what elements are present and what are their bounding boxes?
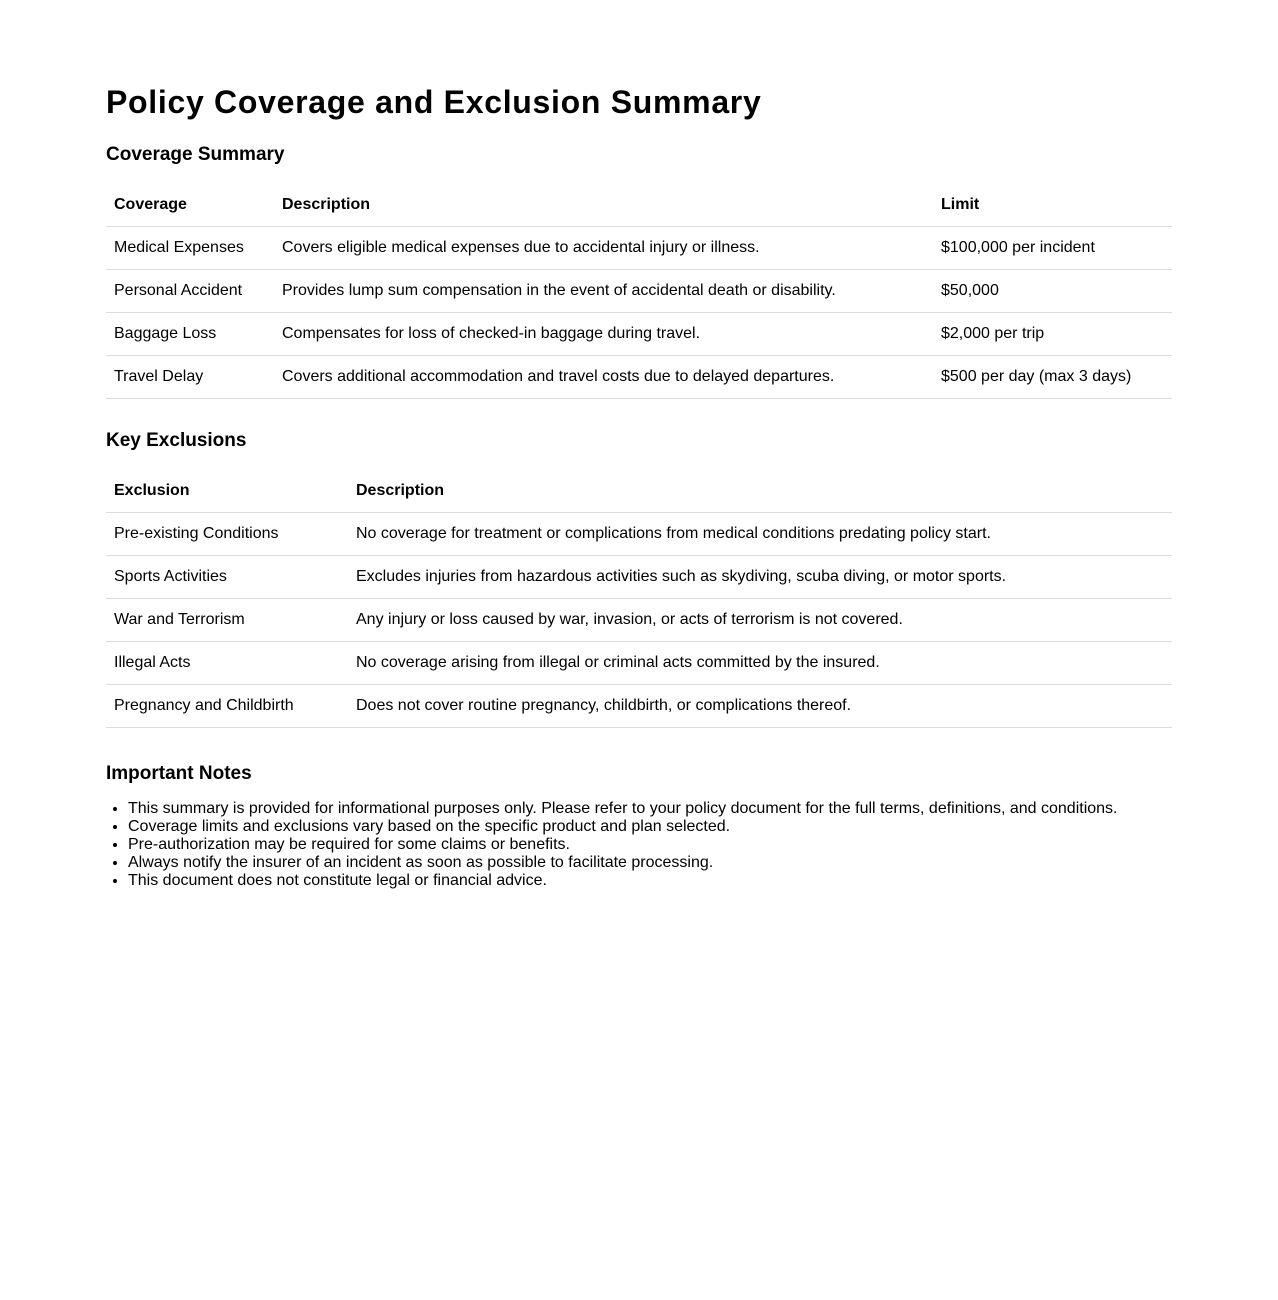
list-item: • Coverage limits and exclusions vary based on the specific product and plan selected.	[128, 818, 1172, 836]
table-row	[106, 599, 1172, 642]
list-item: • Pre-authorization may be required for some claims or benefits.	[128, 836, 1172, 854]
table-header-row	[106, 470, 1172, 513]
exclusions-table	[106, 470, 1172, 728]
notes-list	[106, 800, 1172, 890]
column-header-description: Description	[274, 184, 933, 227]
exclusion-description-cell: No coverage arising from illegal or criminal acts committed by the insured.	[348, 642, 1172, 685]
exclusion-name-cell: Pre-existing Conditions	[106, 513, 348, 556]
important-notes-heading: Important Notes	[106, 763, 252, 784]
column-header-coverage: Coverage	[106, 184, 274, 227]
list-item: • This summary is provided for informational purposes only. Please refer to your policy document for the full terms, definitions, and conditions.	[128, 800, 1172, 818]
exclusion-description-cell: Does not cover routine pregnancy, childbirth, or complications thereof.	[348, 685, 1172, 728]
exclusion-name-cell: Illegal Acts	[106, 642, 348, 685]
table-header-row	[106, 184, 1172, 227]
exclusion-name-cell: Sports Activities	[106, 556, 348, 599]
exclusion-name-cell: War and Terrorism	[106, 599, 348, 642]
coverage-table	[106, 184, 1172, 399]
exclusion-description-cell: Any injury or loss caused by war, invasion, or acts of terrorism is not covered.	[348, 599, 1172, 642]
coverage-name-cell: Medical Expenses	[106, 227, 274, 270]
coverage-name-cell: Baggage Loss	[106, 313, 274, 356]
coverage-description-cell: Provides lump sum compensation in the event of accidental death or disability.	[274, 270, 933, 313]
key-exclusions-heading: Key Exclusions	[106, 430, 247, 451]
table-row	[106, 685, 1172, 728]
table-row	[106, 227, 1172, 270]
table-row	[106, 513, 1172, 556]
coverage-limit-cell: $500 per day (max 3 days)	[933, 356, 1172, 399]
column-header-limit: Limit	[933, 184, 1172, 227]
coverage-description-cell: Covers additional accommodation and travel costs due to delayed departures.	[274, 356, 933, 399]
page-title: Policy Coverage and Exclusion Summary	[106, 84, 762, 120]
column-header-description: Description	[348, 470, 1172, 513]
exclusion-description-cell: No coverage for treatment or complications from medical conditions predating policy start.	[348, 513, 1172, 556]
list-item: • Always notify the insurer of an incident as soon as possible to facilitate processing.	[128, 854, 1172, 872]
table-row	[106, 642, 1172, 685]
coverage-name-cell: Travel Delay	[106, 356, 274, 399]
table-row	[106, 356, 1172, 399]
column-header-exclusion: Exclusion	[106, 470, 348, 513]
table-row	[106, 556, 1172, 599]
table-row	[106, 270, 1172, 313]
coverage-summary-heading: Coverage Summary	[106, 144, 285, 165]
coverage-name-cell: Personal Accident	[106, 270, 274, 313]
coverage-limit-cell: $2,000 per trip	[933, 313, 1172, 356]
document	[106, 0, 1172, 890]
coverage-description-cell: Covers eligible medical expenses due to accidental injury or illness.	[274, 227, 933, 270]
list-item: • This document does not constitute legal or financial advice.	[128, 872, 1172, 890]
table-row	[106, 313, 1172, 356]
coverage-limit-cell: $100,000 per incident	[933, 227, 1172, 270]
coverage-limit-cell: $50,000	[933, 270, 1172, 313]
exclusion-name-cell: Pregnancy and Childbirth	[106, 685, 348, 728]
coverage-description-cell: Compensates for loss of checked-in baggage during travel.	[274, 313, 933, 356]
exclusion-description-cell: Excludes injuries from hazardous activities such as skydiving, scuba diving, or motor sports.	[348, 556, 1172, 599]
